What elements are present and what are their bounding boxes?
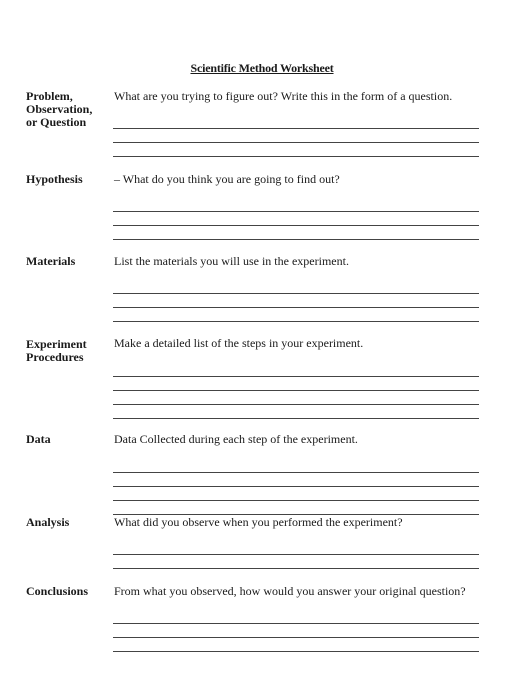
section-label-conclusions — [26, 585, 111, 598]
label-line: Procedures — [26, 350, 84, 364]
answer-line[interactable] — [113, 376, 479, 377]
answer-line[interactable] — [113, 472, 479, 473]
answer-line[interactable] — [113, 225, 479, 226]
answer-line[interactable] — [113, 568, 479, 569]
section-prompt-procedures: Make a detailed list of the steps in your experiment. — [114, 336, 364, 350]
answer-line[interactable] — [113, 623, 479, 624]
label-line: Materials — [26, 254, 76, 268]
label-line: or Question — [26, 115, 87, 129]
section-label-hypothesis — [26, 173, 111, 186]
label-line: Problem, — [26, 89, 73, 103]
section-label-problem — [26, 90, 111, 129]
section-label-analysis — [26, 516, 111, 529]
worksheet-title: Scientific Method Worksheet — [190, 61, 334, 75]
section-prompt-conclusions: From what you observed, how would you answer your original question? — [114, 584, 466, 598]
section-label-procedures — [26, 338, 111, 364]
answer-line[interactable] — [113, 142, 479, 143]
answer-line[interactable] — [113, 637, 479, 638]
answer-line[interactable] — [113, 418, 479, 419]
answer-line[interactable] — [113, 651, 479, 652]
label-line: Observation, — [26, 102, 93, 116]
section-prompt-data: Data Collected during each step of the experiment. — [114, 432, 358, 446]
answer-line[interactable] — [113, 404, 479, 405]
answer-line[interactable] — [113, 128, 479, 129]
section-prompt-analysis: What did you observe when you performed the experiment? — [114, 515, 403, 529]
label-line: Experiment — [26, 337, 87, 351]
label-line: Hypothesis — [26, 172, 83, 186]
answer-line[interactable] — [113, 293, 479, 294]
answer-line[interactable] — [113, 321, 479, 322]
answer-line[interactable] — [113, 307, 479, 308]
answer-line[interactable] — [113, 554, 479, 555]
label-line: Analysis — [26, 515, 70, 529]
answer-line[interactable] — [113, 500, 479, 501]
section-prompt-materials: List the materials you will use in the experiment. — [114, 254, 349, 268]
section-prompt-hypothesis: – What do you think you are going to find out? — [114, 172, 340, 186]
section-prompt-problem: What are you trying to figure out? Write this in the form of a question. — [114, 89, 453, 103]
answer-line[interactable] — [113, 390, 479, 391]
section-label-materials — [26, 255, 111, 268]
answer-line[interactable] — [113, 486, 479, 487]
answer-line[interactable] — [113, 156, 479, 157]
label-line: Data — [26, 432, 51, 446]
label-line: Conclusions — [26, 584, 89, 598]
answer-line[interactable] — [113, 211, 479, 212]
answer-line[interactable] — [113, 239, 479, 240]
section-label-data — [26, 433, 111, 446]
